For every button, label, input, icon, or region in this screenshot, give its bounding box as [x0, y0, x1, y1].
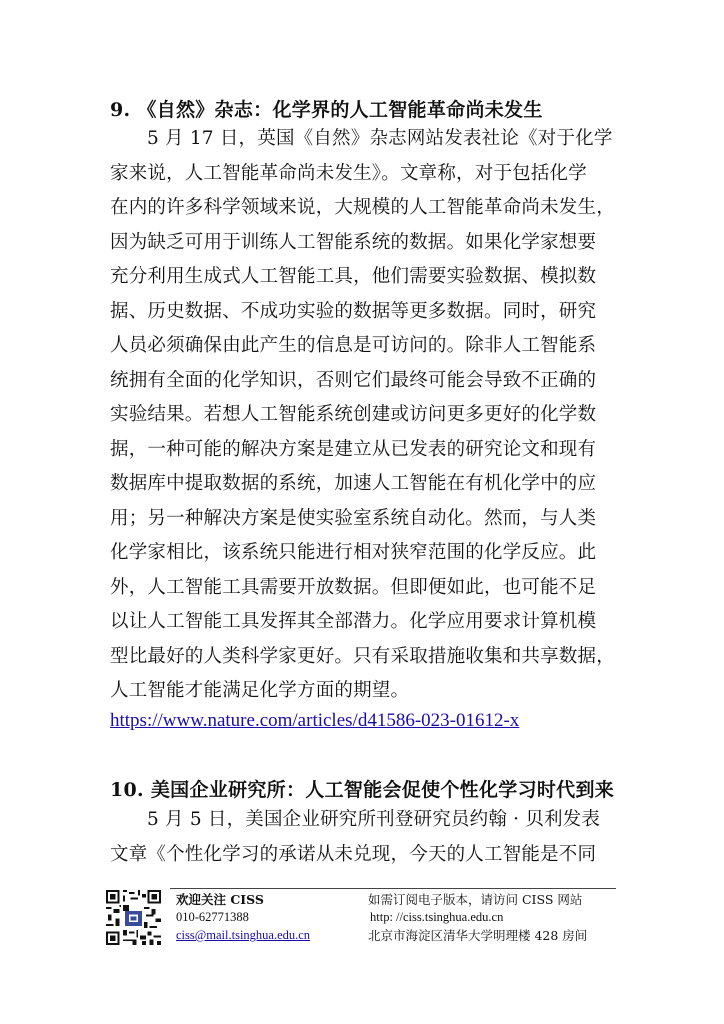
body-line: 5 月 5 日，美国企业研究所刊登研究员约翰 · 贝利发表 — [147, 809, 601, 830]
body-line: 家来说，人工智能革命尚未发生》。文章称，对于包括化学 — [110, 162, 587, 184]
footer-divider — [170, 888, 616, 889]
follow-ciss-label: 欢迎关注 CISS — [176, 892, 264, 907]
body-line: 充分利用生成式人工智能工具，他们需要实验数据、模拟数 — [110, 266, 597, 287]
body-line: 数据库中提取数据的系统，加速人工智能在有机化学中的应 — [110, 473, 597, 494]
body-line: 在内的许多科学领域来说，大规模的人工智能革命尚未发生， — [110, 197, 615, 218]
subscribe-note: 如需订阅电子版本，请访问 CISS 网站 — [368, 892, 583, 907]
body-line: 统拥有全面的化学知识，否则它们最终可能会导致不正确的 — [110, 369, 597, 391]
page-footer — [106, 888, 616, 948]
body-line: 人员必须确保由此产生的信息是可访问的。除非人工智能系 — [110, 335, 597, 356]
article-10-heading: 10. 美国企业研究所：人工智能会促使个性化学习时代到来 — [110, 779, 615, 801]
body-line: 文章《个性化学习的承诺从未兑现，今天的人工智能是不同 — [110, 843, 597, 865]
body-line: 化学家相比，该系统只能进行相对狭窄范围的化学反应。此 — [110, 542, 597, 563]
qr-code-icon[interactable] — [106, 890, 161, 945]
article-9-body — [110, 122, 615, 709]
body-line: 人工智能才能满足化学方面的期望。 — [110, 680, 410, 701]
body-line: 5 月 17 日，英国《自然》杂志网站发表社论《对于化学 — [147, 128, 613, 149]
body-line: 实验结果。若想人工智能系统创建或访问更多更好的化学数 — [110, 404, 597, 425]
website-link[interactable]: http: //ciss.tsinghua.edu.cn — [370, 910, 504, 924]
nature-article-link[interactable]: https://www.nature.com/articles/d41586-023-01612-x — [110, 710, 520, 731]
article-10-body — [110, 803, 615, 872]
body-line: 外，人工智能工具需要开放数据。但即便如此，也可能不足 — [110, 576, 597, 598]
body-line: 因为缺乏可用于训练人工智能系统的数据。如果化学家想要 — [110, 231, 597, 253]
body-line: 据，一种可能的解决方案是建立从已发表的研究论文和现有 — [110, 438, 597, 460]
body-line: 用；另一种解决方案是使实验室系统自动化。然而，与人类 — [110, 507, 597, 529]
email-link[interactable]: ciss@mail.tsinghua.edu.cn — [176, 928, 311, 942]
body-line: 型比最好的人类科学家更好。只有采取措施收集和共享数据， — [110, 645, 615, 667]
body-line: 据、历史数据、不成功实验的数据等更多数据。同时，研究 — [110, 300, 597, 322]
body-line: 以让人工智能工具发挥其全部潜力。化学应用要求计算机模 — [110, 611, 597, 632]
article-9-heading: 9. 《自然》杂志：化学界的人工智能革命尚未发生 — [110, 99, 543, 121]
office-address: 北京市海淀区清华大学明理楼 428 房间 — [368, 928, 588, 943]
phone-number: 010-62771388 — [176, 910, 249, 924]
